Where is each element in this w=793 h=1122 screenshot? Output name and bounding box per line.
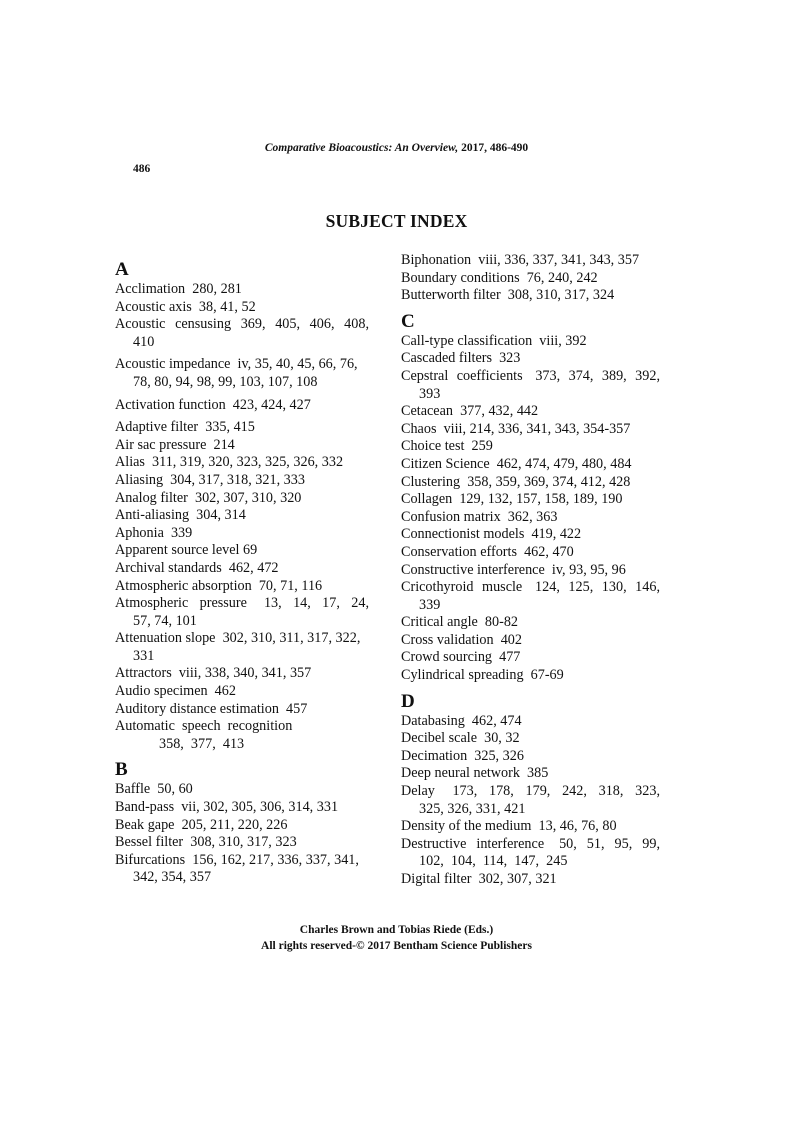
- index-entry: Beak gape 205, 211, 220, 226: [115, 816, 288, 833]
- index-entry: Destructive interference 50, 51, 95, 99, 102, 104, 114, 147, 245: [401, 835, 664, 870]
- index-entry: Chaos viii, 214, 336, 341, 343, 354-357: [401, 420, 631, 437]
- index-entry: Atmospheric absorption 70, 71, 116: [115, 577, 323, 594]
- index-column-left: [115, 257, 377, 887]
- index-entry: Choice test 259: [401, 438, 493, 455]
- index-entry: Deep neural network 385: [401, 765, 549, 782]
- index-entry: Aliasing 304, 317, 318, 321, 333: [115, 471, 305, 488]
- index-entry: Acoustic axis 38, 41, 52: [115, 298, 256, 315]
- index-letter-a: A: [115, 259, 129, 280]
- index-entry: Bifurcations 156, 162, 217, 336, 337, 341, 342, 354, 357: [115, 851, 363, 886]
- page-number: 486: [133, 163, 151, 175]
- index-entry: Apparent source level 69: [115, 542, 258, 559]
- index-entry: Density of the medium 13, 46, 76, 80: [401, 818, 617, 835]
- footer-editors: Charles Brown and Tobias Riede (Eds.): [299, 924, 494, 936]
- index-entry: Auditory distance estimation 457: [115, 700, 308, 717]
- index-entry: Biphonation viii, 336, 337, 341, 343, 357: [401, 252, 640, 268]
- book-title: Comparative Bioacoustics: An Overview,: [264, 142, 459, 154]
- index-entry: Air sac pressure 214: [115, 436, 235, 453]
- index-entry: Band-pass vii, 302, 305, 306, 314, 331: [115, 799, 339, 816]
- index-entry: Decibel scale 30, 32: [401, 730, 520, 747]
- index-entry: Cylindrical spreading 67-69: [401, 667, 564, 684]
- index-entry: Automatic speech recognition: [115, 718, 293, 735]
- index-entry: Call-type classification viii, 392: [401, 332, 587, 349]
- index-entry: Confusion matrix 362, 363: [401, 508, 558, 525]
- index-letter-b: B: [115, 759, 128, 781]
- index-entry: Attenuation slope 302, 310, 311, 317, 322, 331: [115, 630, 364, 664]
- index-entry: Cross validation 402: [401, 631, 522, 648]
- index-entry: Decimation 325, 326: [401, 747, 524, 764]
- index-entry: Acoustic impedance iv, 35, 40, 45, 66, 76, 78, 80, 94, 98, 99, 103, 107, 108: [115, 356, 362, 390]
- index-entry: Archival standards 462, 472: [115, 559, 279, 576]
- index-entry: Digital filter 302, 307, 321: [401, 871, 557, 887]
- footer-rights: All rights reserved-© 2017 Bentham Science Publishers: [261, 940, 532, 952]
- index-entry: Crowd sourcing 477: [401, 649, 521, 666]
- index-entry: Delay 173, 178, 179, 242, 318, 323, 325, 326, 331, 421: [401, 783, 668, 817]
- index-letter-d: D: [401, 690, 415, 712]
- year-pages: 2017, 486-490: [458, 142, 529, 154]
- index-entry: Aphonia 339: [115, 524, 193, 541]
- index-entry: Conservation efforts 462, 470: [401, 543, 574, 560]
- index-entry: Adaptive filter 335, 415: [115, 419, 255, 436]
- footer: [0, 922, 793, 954]
- index-entry: Constructive interference iv, 93, 95, 96: [401, 561, 626, 578]
- index-entry: Acoustic censusing 369, 405, 406, 408, 410: [115, 316, 373, 350]
- index-entry: Activation function 423, 424, 427: [115, 396, 311, 413]
- page-title: SUBJECT INDEX: [325, 211, 468, 231]
- index-entry: Analog filter 302, 307, 310, 320: [115, 489, 302, 506]
- running-head: [0, 142, 793, 154]
- index-entry: Boundary conditions 76, 240, 242: [401, 269, 598, 286]
- index-entry: Alias 311, 319, 320, 323, 325, 326, 332: [115, 454, 344, 471]
- index-entry: Critical angle 80-82: [401, 614, 519, 631]
- index-entry: Cricothyroid muscle 124, 125, 130, 146, 339: [401, 579, 664, 613]
- index-entry: Cepstral coefficients 373, 374, 389, 392, 393: [401, 367, 664, 402]
- index-column-right: [401, 252, 668, 889]
- index-entry: Atmospheric pressure 13, 14, 17, 24, 57, 74, 101: [115, 595, 377, 629]
- index-entry: Cascaded filters 323: [401, 350, 521, 367]
- index-entry: Cetacean 377, 432, 442: [401, 403, 539, 420]
- index-entry: Connectionist models 419, 422: [401, 526, 582, 543]
- index-entry: Collagen 129, 132, 157, 158, 189, 190: [401, 491, 623, 508]
- index-entry: Butterworth filter 308, 310, 317, 324: [401, 287, 615, 304]
- index-entry: Bessel filter 308, 310, 317, 323: [115, 834, 297, 851]
- index-entry: 358, 377, 413: [159, 735, 245, 752]
- index-entry: Clustering 358, 359, 369, 374, 412, 428: [401, 473, 631, 490]
- index-entry: Citizen Science 462, 474, 479, 480, 484: [401, 455, 632, 472]
- index-entry: Databasing 462, 474: [401, 712, 522, 729]
- index-entry: Acclimation 280, 281: [115, 281, 242, 297]
- index-entry: Anti-aliasing 304, 314: [115, 507, 246, 524]
- index-entry: Attractors viii, 338, 340, 341, 357: [115, 665, 312, 682]
- index-letter-c: C: [401, 310, 415, 332]
- index-entry: Audio specimen 462: [115, 683, 236, 700]
- index-entry: Baffle 50, 60: [115, 781, 193, 798]
